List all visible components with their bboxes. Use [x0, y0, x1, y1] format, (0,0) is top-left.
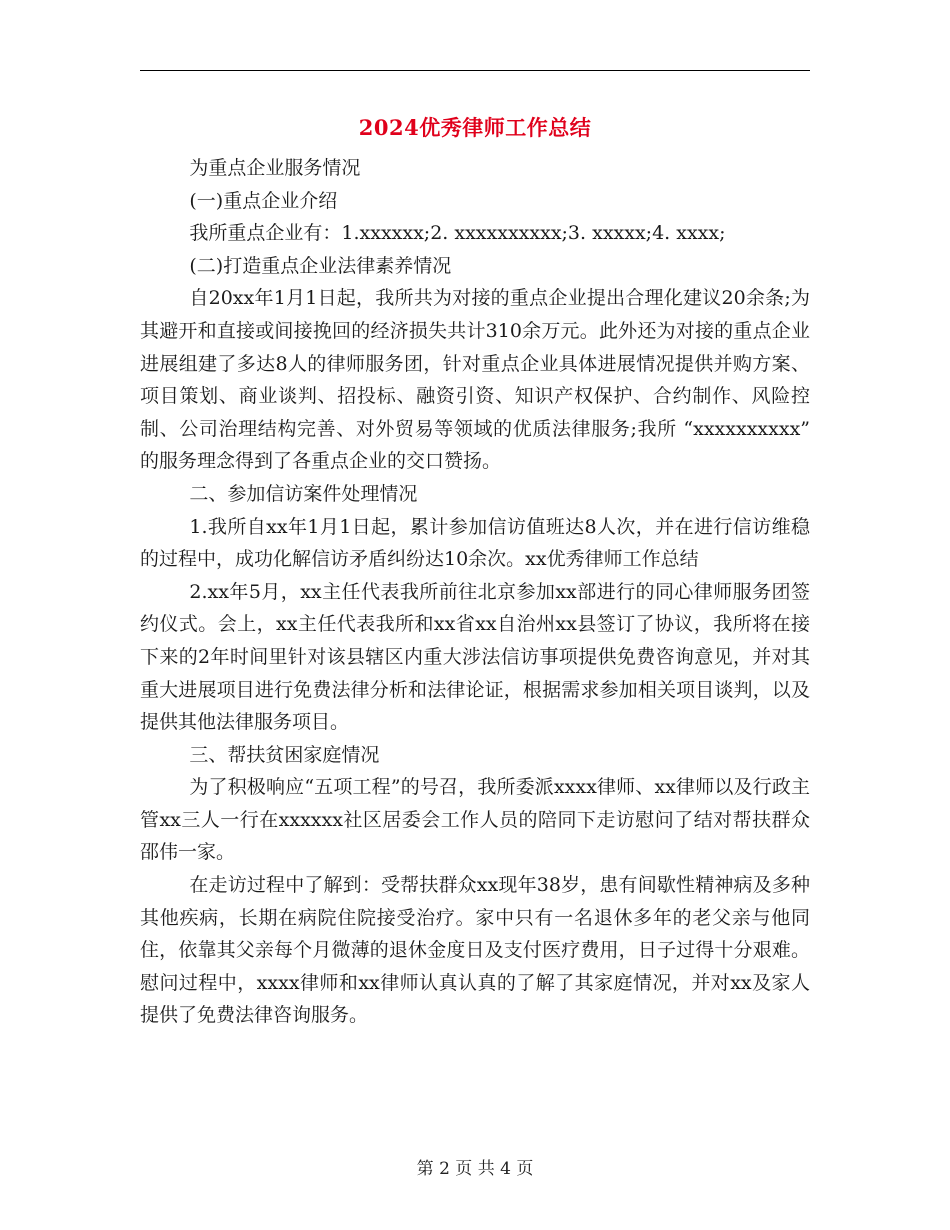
subsection-heading: (一)重点企业介绍 — [189, 189, 338, 212]
paragraph: 我所重点企业有：1.xxxxxx;2. xxxxxxxxxx;3. xxxxx;4. xxxx; — [189, 222, 726, 245]
paragraph: 为了积极响应“五项工程”的号召，我所委派xxxx律师、xx律师以及行政主管xx三人一行在xxxxxx社区居委会工作人员的陪同下走访慰问了结对帮扶群众邵伟一家。 — [140, 776, 810, 864]
section-heading: 三、帮扶贫困家庭情况 — [189, 743, 380, 766]
paragraph: 1.我所自xx年1月1日起，累计参加信访值班达8人次，并在进行信访维稳的过程中，成功化解信访矛盾纠纷达10余次。xx优秀律师工作总结 — [140, 515, 810, 571]
header-rule — [140, 70, 810, 71]
paragraph: 2.xx年5月，xx主任代表我所前往北京参加xx部进行的同心律师服务团签约仪式。会上，xx主任代表我所和xx省xx自治州xx县签订了协议，我所将在接下来的2年时间里针对该县辖区内重大涉法信访事项提供免费咨询意见，并对其重大进展项目进行免费法律分析和法律论证，根据需求参加相关项目谈判，以及提供其他法律服务项目。 — [140, 580, 810, 734]
paragraph: 自20xx年1月1日起，我所共为对接的重点企业提出合理化建议20余条;为其避开和直接或间接挽回的经济损失共计310余万元。此外还为对接的重点企业进展组建了多达8人的律师服务团，针对重点企业具体进展情况提供并购方案、项目策划、商业谈判、招投标、融资引资、知识产权保护、合约制作、风险控制、公司治理结构完善、对外贸易等领域的优质法律服务;我所 “xxxxxxxxxx” 的服务理念得到了各重点企业的交口赞扬。 — [140, 287, 810, 473]
subsection-heading: (二)打造重点企业法律素养情况 — [189, 254, 452, 277]
section-heading: 二、参加信访案件处理情况 — [189, 482, 418, 505]
page-number: 第 2 页 共 4 页 — [416, 1159, 534, 1179]
paragraph: 在走访过程中了解到：受帮扶群众xx现年38岁，患有间歇性精神病及多种其他疾病，长期在病院住院接受治疗。家中只有一名退休多年的老父亲与他同住，依靠其父亲每个月微薄的退休金度日及支付医疗费用，日子过得十分艰难。慰问过程中，xxxx律师和xx律师认真认真的了解了其家庭情况，并对xx及家人提供了免费法律咨询服务。 — [140, 874, 810, 1027]
section-heading: 为重点企业服务情况 — [189, 157, 361, 179]
document-title: 2024优秀律师工作总结 — [358, 115, 592, 140]
document-body — [140, 152, 810, 1032]
